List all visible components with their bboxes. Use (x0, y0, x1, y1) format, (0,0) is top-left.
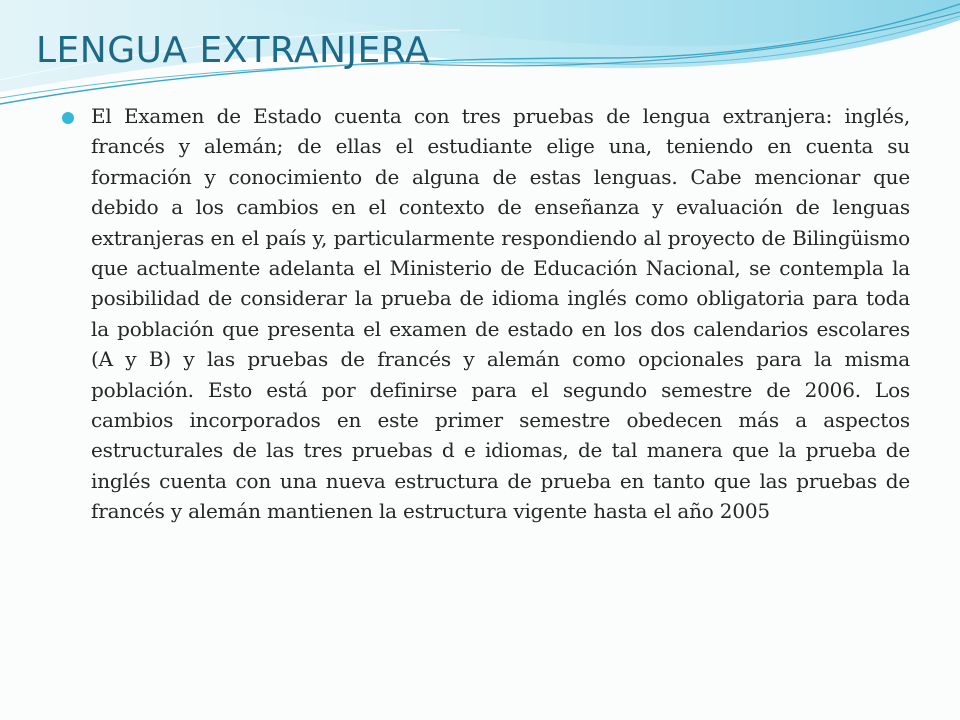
slide-title: LENGUA EXTRANJERA (36, 30, 430, 71)
slide-body (62, 101, 910, 527)
bullet-dot-icon (62, 112, 74, 124)
bullet-item (62, 101, 910, 527)
body-paragraph: El Examen de Estado cuenta con tres pruebas de lengua extranjera: inglés, francés y alemán; de ellas el estudiante elige una, teniendo en cuenta su formación y conocimiento de alguna de estas lenguas. Cabe mencionar que debido a los cambios en el contexto de enseñanza y evaluación de lenguas extranjeras en el país y, particularmente respondiendo al proyecto de Bilingüismo que actualmente adelanta el Ministerio de Educación Nacional, se contempla la posibilidad de considerar la prueba de idioma inglés como obligatoria para toda la población que presenta el examen de estado en los dos calendarios escolares (A y B) y las pruebas de francés y alemán como opcionales para la misma población. Esto está por definirse para el segundo semestre de 2006. Los cambios incorporados en este primer semestre obedecen más a aspectos estructurales de las tres pruebas d e idiomas, de tal manera que la prueba de inglés cuenta con una nueva estructura de prueba en tanto que las pruebas de francés y alemán mantienen la estructura vigente hasta el año 2005 (91, 104, 910, 524)
